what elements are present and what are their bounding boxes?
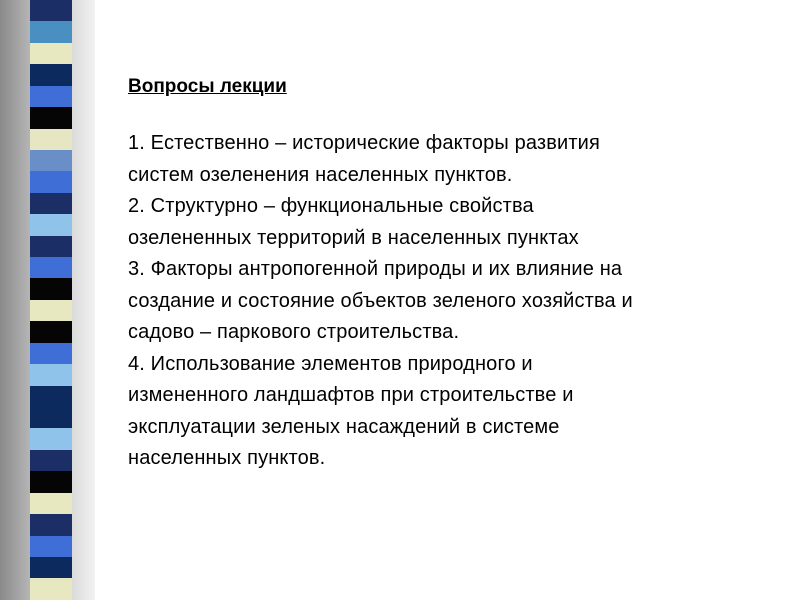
question-line: создание и состояние объектов зеленого хозяйства и (128, 289, 633, 312)
question-line: озелененных территорий в населенных пунктах (128, 226, 579, 249)
question-line: садово – паркового строительства. (128, 321, 460, 343)
decorative-stripe-bar (30, 0, 72, 600)
stripe-segment (30, 343, 72, 364)
stripe-segment (30, 300, 72, 321)
stripe-segment (30, 257, 72, 278)
stripe-segment (30, 43, 72, 64)
stripe-segment (30, 129, 72, 150)
slide-title: Вопросы лекции (128, 76, 287, 97)
lecture-question-4 (128, 349, 768, 475)
stripe-segment (30, 450, 72, 471)
stripe-segment (30, 21, 72, 42)
stripe-segment (30, 86, 72, 107)
stripe-segment (30, 171, 72, 192)
stripe-segment (30, 214, 72, 235)
lecture-question-2 (128, 191, 768, 254)
lecture-question-3 (128, 254, 768, 349)
question-line: населенных пунктов. (128, 447, 326, 469)
stripe-segment (30, 557, 72, 578)
question-line: эксплуатации зеленых насаждений в системе (128, 415, 560, 438)
stripe-segment (30, 536, 72, 557)
stripe-segment (30, 514, 72, 535)
question-line: измененного ландшафтов при строительстве и (128, 384, 574, 406)
question-line: систем озеленения населенных пунктов. (128, 163, 513, 186)
stripe-segment (30, 407, 72, 428)
lecture-question-1 (128, 128, 768, 191)
question-line: 4. Использование элементов природного и (128, 352, 533, 375)
stripe-segment (30, 471, 72, 492)
stripe-segment (30, 150, 72, 171)
slide-content (128, 72, 768, 475)
stripe-segment (30, 364, 72, 385)
stripe-segment (30, 493, 72, 514)
stripe-segment (30, 321, 72, 342)
stripe-segment (30, 386, 72, 407)
question-line: 1. Естественно – исторические факторы развития (128, 132, 600, 154)
stripe-segment (30, 236, 72, 257)
stripe-segment (30, 0, 72, 21)
stripe-segment (30, 107, 72, 128)
stripe-segment (30, 428, 72, 449)
question-line: 3. Факторы антропогенной природы и их влияние на (128, 258, 623, 280)
stripe-segment (30, 64, 72, 85)
stripe-segment (30, 278, 72, 299)
stripe-segment (30, 578, 72, 599)
question-line: 2. Структурно – функциональные свойства (128, 195, 534, 217)
stripe-segment (30, 193, 72, 214)
lecture-questions-list (128, 128, 768, 475)
